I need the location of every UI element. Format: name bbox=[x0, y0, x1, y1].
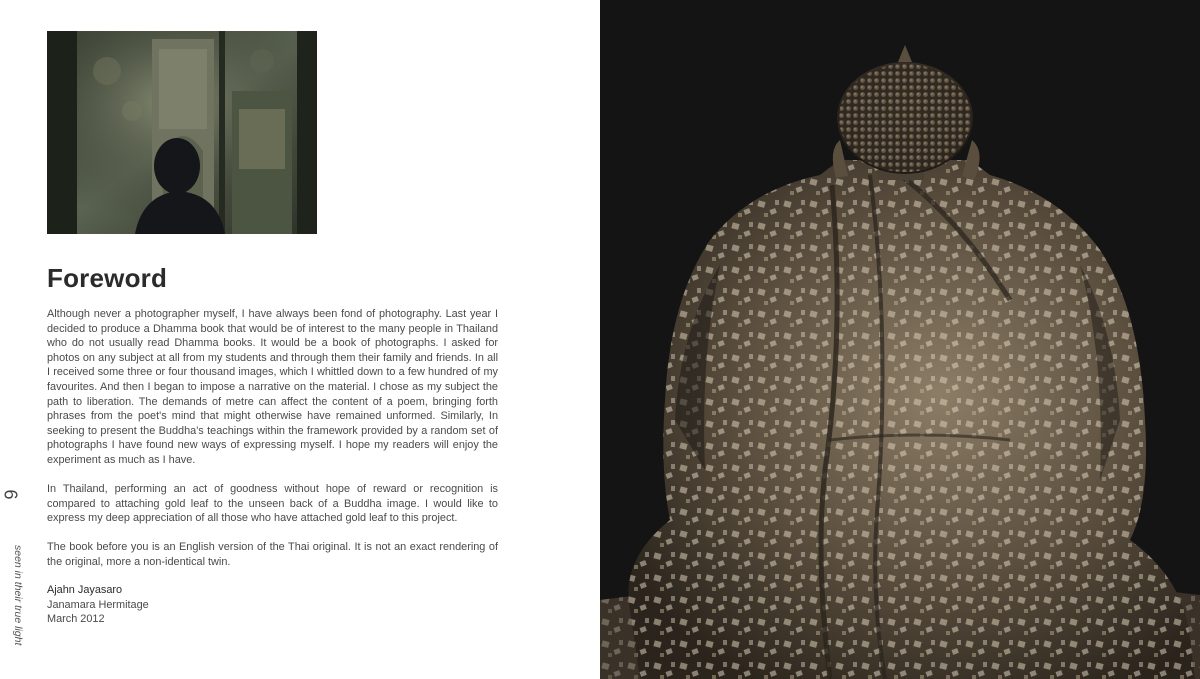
foreword-paragraph: Although never a photographer myself, I have always been fond of photography. Last year I decided to produce a Dhamma book that would be of interest to the many people in Thailand who do not usually read Dhamma books. It would be a book of photographs. I asked for photos on any subject at all from my students and through them their family and friends. In all I received some three or four thousand images, which I whittled down to a few hundred of my favourites. And then I began to impose a narrative on the material. I chose as my subject the path to liberation. The demands of metre can affect the content of a poem, bringing forth phrases from the poet's mind that might otherwise have remained unformed. Similarly, In seeking to present the Buddha's teachings within the framework provided by a random set of photographs I have found new ways of expressing myself. I hope my readers will enjoy the experiment as much as I have. bbox=[47, 308, 498, 466]
foreword-body bbox=[47, 307, 498, 584]
buddha-statue-photo bbox=[600, 0, 1200, 679]
author-place: Janamara Hermitage bbox=[47, 598, 149, 611]
buddha-statue-back-image bbox=[600, 0, 1200, 679]
foreword-title: Foreword bbox=[47, 263, 168, 293]
foreword-paragraph: The book before you is an English version of the Thai original. It is not an exact rendering of the original, more a non-identical twin. bbox=[47, 541, 498, 568]
author-name: Ajahn Jayasaro bbox=[47, 584, 123, 596]
signature-block bbox=[47, 583, 149, 627]
cave-temple-image bbox=[47, 31, 317, 234]
page-number: 6 bbox=[0, 489, 21, 500]
cave-temple-photo bbox=[47, 31, 317, 234]
running-title: seen in their true light bbox=[12, 545, 24, 646]
right-page bbox=[600, 0, 1200, 679]
foreword-date: March 2012 bbox=[47, 613, 105, 626]
foreword-paragraph: In Thailand, performing an act of goodness without hope of reward or recognition is compared to attaching gold leaf to the unseen back of a Buddha image. I would like to express my deep appreciation of all those who have attached gold leaf to this project. bbox=[47, 483, 498, 525]
